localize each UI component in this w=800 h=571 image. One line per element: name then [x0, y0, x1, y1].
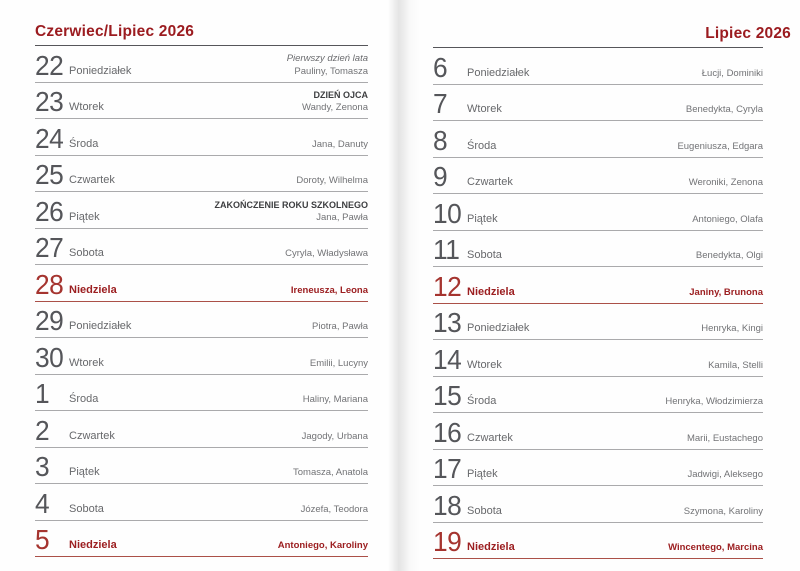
day-number: 14	[433, 343, 462, 375]
day-number: 24	[35, 122, 64, 154]
day-number: 1	[35, 378, 50, 409]
day-number: 15	[433, 380, 462, 411]
weekday-label: Niedziela	[69, 283, 117, 296]
day-number: 11	[433, 234, 460, 265]
calendar-row	[35, 192, 368, 229]
page-gutter-shadow	[388, 0, 420, 571]
nameday-label: Jagody, Urbana	[301, 430, 368, 442]
month-title-left: Czerwiec/Lipiec 2026	[35, 23, 195, 40]
calendar-row	[35, 265, 368, 302]
nameday-label: Pauliny, Tomasza	[294, 65, 368, 77]
calendar-row	[433, 523, 763, 560]
weekday-label: Poniedziałek	[69, 320, 132, 332]
nameday-label: Jana, Pawła	[316, 211, 368, 223]
weekday-label: Czwartek	[467, 431, 513, 444]
month-title-right: Lipiec 2026	[705, 25, 791, 42]
weekday-label: Piątek	[69, 466, 100, 478]
nameday-label: Doroty, Wilhelma	[296, 175, 368, 186]
weekday-label: Poniedziałek	[467, 322, 530, 334]
holiday-note-bold: DZIEŃ OJCA	[313, 90, 368, 100]
nameday-label: Janiny, Brunona	[689, 286, 763, 298]
nameday-label: Tomasza, Anatola	[293, 467, 368, 478]
nameday-label: Józefa, Teodora	[300, 503, 368, 515]
weekday-label: Sobota	[69, 502, 104, 515]
nameday-label: Eugeniusza, Edgara	[677, 140, 763, 152]
day-number: 17	[433, 453, 462, 484]
weekday-label: Środa	[69, 393, 99, 405]
calendar-row	[35, 338, 368, 375]
weekday-label: Piątek	[467, 212, 498, 225]
nameday-label: Wandy, Zenona	[301, 102, 368, 113]
nameday-label: Wincentego, Marcina	[668, 542, 763, 553]
calendar-row	[433, 48, 763, 85]
nameday-label: Henryka, Kingi	[701, 323, 763, 334]
weekday-label: Wtorek	[467, 358, 502, 371]
weekday-label: Czwartek	[69, 174, 115, 186]
day-number: 4	[35, 487, 50, 519]
nameday-label: Piotra, Pawła	[312, 321, 368, 332]
day-number: 29	[35, 305, 64, 336]
weekday-label: Sobota	[467, 504, 502, 517]
nameday-label: Henryka, Włodzimierza	[665, 396, 763, 407]
weekday-label: Środa	[467, 395, 497, 407]
calendar-row	[433, 450, 763, 487]
calendar-row	[433, 340, 763, 377]
day-number: 2	[35, 414, 50, 446]
day-number: 9	[433, 161, 448, 192]
weekday-label: Czwartek	[467, 176, 513, 188]
page-right	[433, 2, 791, 559]
page-left-header	[35, 0, 368, 46]
calendar-row	[35, 484, 368, 521]
nameday-label: Jadwigi, Aleksego	[687, 469, 763, 480]
nameday-label: Weroniki, Zenona	[688, 177, 763, 188]
nameday-label: Benedykta, Cyryla	[685, 104, 763, 115]
calendar-row	[35, 411, 368, 448]
calendar-row	[433, 121, 763, 158]
weekday-label: Piątek	[467, 468, 498, 480]
weekday-label: Niedziela	[467, 285, 515, 298]
day-number: 19	[433, 526, 462, 557]
day-number: 25	[35, 159, 64, 190]
weekday-label: Poniedziałek	[467, 66, 530, 79]
nameday-label: Ireneusza, Leona	[290, 284, 368, 296]
day-number: 10	[433, 197, 462, 229]
day-number: 30	[35, 341, 64, 373]
nameday-label: Kamila, Stelli	[708, 359, 763, 371]
weekday-label: Poniedziałek	[69, 64, 132, 77]
weekday-label: Niedziela	[69, 539, 117, 551]
weekday-label: Wtorek	[467, 103, 502, 115]
nameday-label: Antoniego, Olafa	[692, 213, 763, 225]
calendar-row	[433, 158, 763, 195]
weekday-label: Środa	[69, 137, 99, 150]
calendar-row	[35, 229, 368, 266]
calendar-row	[35, 302, 368, 339]
calendar-row	[35, 83, 368, 120]
day-number: 26	[35, 195, 64, 227]
weekday-label: Niedziela	[467, 541, 515, 553]
calendar-row	[433, 231, 763, 268]
day-number: 6	[433, 51, 448, 83]
day-number: 18	[433, 489, 462, 521]
calendar-row	[433, 486, 763, 523]
calendar-row	[35, 521, 368, 558]
nameday-label: Haliny, Mariana	[302, 394, 368, 405]
calendar-row	[35, 375, 368, 412]
weekday-label: Wtorek	[69, 356, 104, 369]
holiday-note-italic: Pierwszy dzień lata	[286, 52, 368, 64]
calendar-row	[433, 85, 763, 122]
weekday-label: Sobota	[69, 247, 104, 259]
weekday-label: Środa	[467, 139, 497, 152]
page-right-rows	[433, 48, 763, 559]
calendar-row	[433, 194, 763, 231]
nameday-label: Cyryla, Władysława	[285, 248, 368, 259]
nameday-label: Antoniego, Karoliny	[277, 540, 368, 551]
calendar-row	[35, 46, 368, 83]
nameday-label: Jana, Danuty	[312, 138, 368, 150]
day-number: 3	[35, 451, 50, 482]
day-number: 22	[35, 49, 64, 81]
day-number: 5	[35, 524, 50, 555]
calendar-row	[433, 304, 763, 341]
day-number: 28	[35, 268, 64, 300]
calendar-row	[433, 267, 763, 304]
nameday-label: Łucji, Dominiki	[701, 67, 763, 79]
holiday-note-bold: ZAKOŃCZENIE ROKU SZKOLNEGO	[214, 199, 368, 210]
day-number: 12	[433, 270, 462, 302]
nameday-label: Benedykta, Olgi	[695, 250, 763, 261]
calendar-row	[433, 377, 763, 414]
day-number: 27	[35, 232, 64, 263]
calendar-row	[433, 413, 763, 450]
day-number: 8	[433, 124, 448, 156]
nameday-label: Emilii, Lucyny	[309, 357, 368, 369]
nameday-label: Marii, Eustachego	[686, 432, 763, 444]
day-number: 13	[433, 307, 462, 338]
calendar-row	[35, 448, 368, 485]
calendar-row	[35, 119, 368, 156]
nameday-label: Szymona, Karoliny	[683, 505, 763, 517]
weekday-label: Sobota	[467, 249, 502, 261]
page-left-rows	[35, 46, 368, 557]
weekday-label: Czwartek	[69, 429, 115, 442]
day-number: 16	[433, 416, 462, 448]
page-left	[35, 0, 368, 557]
day-number: 23	[35, 86, 64, 117]
page-right-header	[433, 2, 791, 48]
weekday-label: Piątek	[69, 210, 100, 223]
day-number: 7	[433, 88, 448, 119]
calendar-row	[35, 156, 368, 193]
weekday-label: Wtorek	[69, 101, 104, 113]
